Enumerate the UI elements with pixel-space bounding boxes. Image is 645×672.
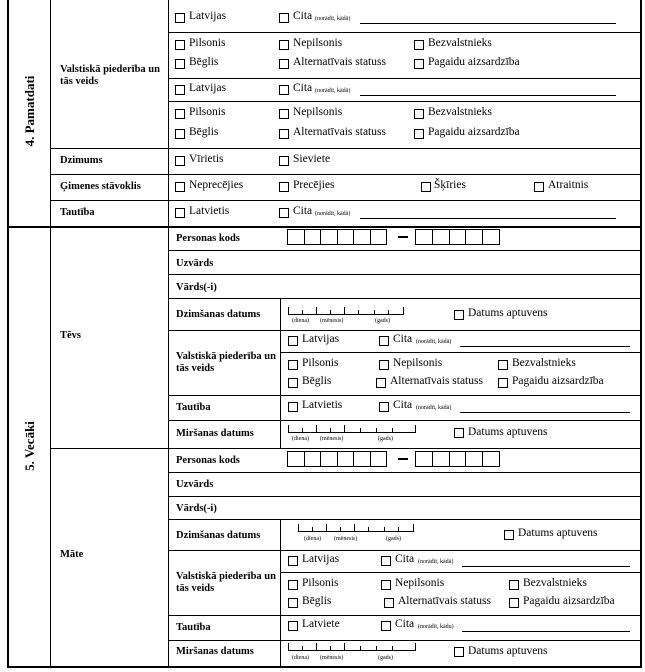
s4-pilsonis2-label: Pilsonis xyxy=(189,106,226,118)
father-nepilsonis-label: Nepilsonis xyxy=(393,357,443,369)
father-nationality-label: Tautība xyxy=(176,402,211,413)
s4-cita2-checkbox[interactable] xyxy=(279,85,289,95)
frame-left xyxy=(7,0,9,668)
s4-latvietis-label: Latvietis xyxy=(189,205,230,217)
s4-alternativais2-label: Alternatīvais statuss xyxy=(293,126,386,138)
s4-latvijas2-label: Latvijas xyxy=(189,82,227,94)
father-birthdate-scale[interactable] xyxy=(288,308,404,315)
father-dd-approx-checkbox[interactable] xyxy=(454,428,464,438)
s4-nepilsonis2-checkbox[interactable] xyxy=(279,109,289,119)
mother-nationality-label: Tautība xyxy=(176,622,211,633)
s4-alternativais2-checkbox[interactable] xyxy=(279,129,289,139)
s4-bezvalstnieks2-checkbox[interactable] xyxy=(414,109,424,119)
s4-pagaidu2-checkbox[interactable] xyxy=(414,129,424,139)
father-latvietis-label: Latvietis xyxy=(302,399,343,411)
s4-virietis-checkbox[interactable] xyxy=(175,156,185,166)
mother-dd-approx-label: Datums aptuvens xyxy=(468,645,548,657)
s4-citizenship-label: Valstiskā piederība un tās veids xyxy=(60,64,160,87)
mother-names-label: Vārds(-i) xyxy=(176,503,217,514)
father-pk-part1[interactable] xyxy=(287,229,387,245)
mother-pk-dash xyxy=(398,458,408,460)
father-cita-nat-checkbox[interactable] xyxy=(379,402,389,412)
s4-alternativais-label: Alternatīvais statuss xyxy=(293,56,386,68)
s4-neprecejies-label: Neprecējies xyxy=(189,179,244,191)
father-cita-nat-input-line[interactable] xyxy=(460,412,630,413)
father-pk-dash xyxy=(398,236,408,238)
mother-bezvalstnieks-checkbox[interactable] xyxy=(509,580,519,590)
mother-cita-nat-input-line[interactable] xyxy=(462,631,630,632)
father-birthdate-label: Dzimšanas datums xyxy=(176,309,261,320)
father-bd-menesis: (mēnesis) xyxy=(320,318,344,324)
section-divider xyxy=(7,226,642,228)
s4-neprecejies-checkbox[interactable] xyxy=(175,182,185,192)
s4-cita-input-line[interactable] xyxy=(360,23,616,24)
mother-latviete-label: Latviete xyxy=(302,618,340,630)
s4-beglis-checkbox[interactable] xyxy=(175,59,185,69)
s4-bezvalstnieks-label: Bezvalstnieks xyxy=(428,37,492,49)
s4-cita-nat-checkbox[interactable] xyxy=(279,208,289,218)
s4-cita-checkbox[interactable] xyxy=(279,13,289,23)
mother-cita-input-line[interactable] xyxy=(462,566,630,567)
s4-cita2-hint: (norādīt, kādā) xyxy=(315,88,351,94)
s5-parent-divider xyxy=(168,226,169,668)
s4-nationality-label: Tautība xyxy=(60,207,95,218)
father-alternativais-checkbox[interactable] xyxy=(376,378,386,388)
s4-cita-nat-input-line[interactable] xyxy=(360,218,616,219)
mother-cita-label: Cita xyxy=(395,553,415,565)
mother-pagaidu-label: Pagaidu aizsardzība xyxy=(523,595,615,607)
mother-cita-nat-label: Cita xyxy=(395,618,415,630)
mother-bezvalstnieks-label: Bezvalstnieks xyxy=(523,577,587,589)
s4-latvijas-label: Latvijas xyxy=(189,10,227,22)
mother-surname-label: Uzvārds xyxy=(176,479,214,490)
s4-cita-hint: (norādīt, kādā) xyxy=(315,16,351,22)
father-bd-approx-checkbox[interactable] xyxy=(454,310,464,320)
father-cita-nat-label: Cita xyxy=(393,399,413,411)
father-nepilsonis-checkbox[interactable] xyxy=(379,360,389,370)
father-dd-menesis: (mēnesis) xyxy=(320,436,344,442)
section-title-divider xyxy=(50,0,51,668)
father-latvietis-checkbox[interactable] xyxy=(288,402,298,412)
mother-bd-approx-checkbox[interactable] xyxy=(504,530,514,540)
mother-alternativais-label: Alternatīvais statuss xyxy=(398,595,491,607)
mother-dd-gads: (gads) xyxy=(378,655,393,661)
s4-bezvalstnieks-checkbox[interactable] xyxy=(414,40,424,50)
mother-latviete-checkbox[interactable] xyxy=(288,621,298,631)
s4-bezvalstnieks2-label: Bezvalstnieks xyxy=(428,106,492,118)
s4-pagaidu-label: Pagaidu aizsardzība xyxy=(428,56,520,68)
s4-sieviete-checkbox[interactable] xyxy=(279,156,289,166)
father-pk-part2[interactable] xyxy=(415,229,500,245)
mother-nepilsonis-checkbox[interactable] xyxy=(381,580,391,590)
mother-pilsonis-label: Pilsonis xyxy=(302,577,339,589)
mother-latvijas-label: Latvijas xyxy=(302,553,340,565)
s4-pagaidu-checkbox[interactable] xyxy=(414,59,424,69)
mother-cita-nat-hint: (norādīt, kādu) xyxy=(418,624,454,630)
father-bezvalstnieks-label: Bezvalstnieks xyxy=(512,357,576,369)
section5-title: 5. Vecāki xyxy=(22,421,37,471)
s4-precejies-label: Precējies xyxy=(293,179,335,191)
father-label-divider xyxy=(280,298,281,448)
s4-skiries-label: Šķīries xyxy=(434,179,466,191)
s4-cita-nat-label: Cita xyxy=(293,205,313,217)
mother-birthdate-label: Dzimšanas datums xyxy=(176,530,261,541)
s4-beglis2-checkbox[interactable] xyxy=(175,129,185,139)
s4-nepilsonis2-label: Nepilsonis xyxy=(293,106,343,118)
mother-cita-nat-checkbox[interactable] xyxy=(381,621,391,631)
s4-gender-label: Dzimums xyxy=(60,155,103,166)
mother-alternativais-checkbox[interactable] xyxy=(384,598,394,608)
s4-sieviete-label: Sieviete xyxy=(293,153,331,165)
mother-citizenship-label: Valstiskā piederība un tās veids xyxy=(176,571,276,594)
father-citizenship-label: Valstiskā piederība un tās veids xyxy=(176,351,276,374)
mother-bd-menesis: (mēnesis) xyxy=(334,536,358,542)
s4-pilsonis2-checkbox[interactable] xyxy=(175,109,185,119)
father-pagaidu-checkbox[interactable] xyxy=(498,378,508,388)
s4-family-label: Ģimenes stāvoklis xyxy=(60,181,141,192)
mother-label: Māte xyxy=(60,549,84,560)
s4-alternativais-checkbox[interactable] xyxy=(279,59,289,69)
s4-latvietis-checkbox[interactable] xyxy=(175,208,185,218)
s4-latvijas2-checkbox[interactable] xyxy=(175,85,185,95)
father-cita-label: Cita xyxy=(393,333,413,345)
s4-atraitnis-label: Atraitnis xyxy=(548,179,589,191)
father-dd-approx-label: Datums aptuvens xyxy=(468,426,548,438)
s4-pilsonis-label: Pilsonis xyxy=(189,37,226,49)
mother-nepilsonis-label: Nepilsonis xyxy=(395,577,445,589)
father-cita-nat-hint: (norādīt, kādā) xyxy=(416,405,452,411)
father-latvijas-checkbox[interactable] xyxy=(288,336,298,346)
father-beglis-label: Bēglis xyxy=(302,375,332,387)
mother-dd-menesis: (mēnesis) xyxy=(320,655,344,661)
s4-cita-label: Cita xyxy=(293,10,313,22)
s4-label-divider xyxy=(168,0,169,226)
mother-personas-kods-label: Personas kods xyxy=(176,455,240,466)
father-bd-approx-label: Datums aptuvens xyxy=(468,307,548,319)
father-bd-gads: (gads) xyxy=(375,318,390,324)
section4-title: 4. Pamatdati xyxy=(22,75,37,147)
father-label: Tēvs xyxy=(60,330,81,341)
mother-latvijas-checkbox[interactable] xyxy=(288,556,298,566)
mother-birthdate-scale[interactable] xyxy=(298,525,414,532)
s4-beglis2-label: Bēglis xyxy=(189,126,219,138)
father-dd-diena: (diena) xyxy=(292,436,309,442)
s4-cita2-input-line[interactable] xyxy=(360,95,616,96)
father-cita-hint: (norādīt, kādā) xyxy=(416,339,452,345)
s4-nepilsonis-checkbox[interactable] xyxy=(279,40,289,50)
frame-bottom xyxy=(7,666,642,668)
s4-latvijas-checkbox[interactable] xyxy=(175,13,185,23)
s4-nepilsonis-label: Nepilsonis xyxy=(293,37,343,49)
father-cita-checkbox[interactable] xyxy=(379,336,389,346)
mother-label-divider xyxy=(280,519,281,668)
s4-cita2-label: Cita xyxy=(293,82,313,94)
s4-atraitnis-checkbox[interactable] xyxy=(534,182,544,192)
father-personas-kods-label: Personas kods xyxy=(176,233,240,244)
father-deathdate-scale[interactable] xyxy=(288,426,416,433)
mother-beglis-checkbox[interactable] xyxy=(288,598,298,608)
father-pilsonis-label: Pilsonis xyxy=(302,357,339,369)
s4-pagaidu2-label: Pagaidu aizsardzība xyxy=(428,126,520,138)
father-dd-gads: (gads) xyxy=(378,436,393,442)
mother-beglis-label: Bēglis xyxy=(302,595,332,607)
mother-bd-approx-label: Datums aptuvens xyxy=(518,527,598,539)
father-pilsonis-checkbox[interactable] xyxy=(288,360,298,370)
father-bezvalstnieks-checkbox[interactable] xyxy=(498,360,508,370)
mother-dd-diena: (diena) xyxy=(292,655,309,661)
father-names-label: Vārds(-i) xyxy=(176,282,217,293)
s4-cita-nat-hint: (norādīt, kādā) xyxy=(315,211,351,217)
mother-cita-checkbox[interactable] xyxy=(381,556,391,566)
mother-pk-part2[interactable] xyxy=(415,451,500,467)
father-beglis-checkbox[interactable] xyxy=(288,378,298,388)
mother-deathdate-label: Miršanas datums xyxy=(176,646,254,657)
mother-bd-diena: (diena) xyxy=(304,536,321,542)
s4-beglis-label: Bēglis xyxy=(189,56,219,68)
s4-virietis-label: Vīrietis xyxy=(189,153,224,165)
father-latvijas-label: Latvijas xyxy=(302,333,340,345)
mother-pagaidu-checkbox[interactable] xyxy=(509,598,519,608)
father-pagaidu-label: Pagaidu aizsardzība xyxy=(512,375,604,387)
s4-precejies-checkbox[interactable] xyxy=(279,182,289,192)
frame-right xyxy=(640,0,642,668)
father-cita-input-line[interactable] xyxy=(460,346,630,347)
s4-skiries-checkbox[interactable] xyxy=(421,182,431,192)
mother-pilsonis-checkbox[interactable] xyxy=(288,580,298,590)
mother-cita-hint: (norādīt, kādā) xyxy=(418,559,454,565)
s4-pilsonis-checkbox[interactable] xyxy=(175,40,185,50)
mother-dd-approx-checkbox[interactable] xyxy=(454,647,464,657)
father-alternativais-label: Alternatīvais statuss xyxy=(390,375,483,387)
father-bd-diena: (diena) xyxy=(292,318,309,324)
father-deathdate-label: Miršanas datums xyxy=(176,428,254,439)
mother-bd-gads: (gads) xyxy=(386,536,401,542)
mother-pk-part1[interactable] xyxy=(287,451,387,467)
mother-deathdate-scale[interactable] xyxy=(288,644,416,651)
father-mother-divider xyxy=(50,448,640,449)
father-surname-label: Uzvārds xyxy=(176,258,214,269)
